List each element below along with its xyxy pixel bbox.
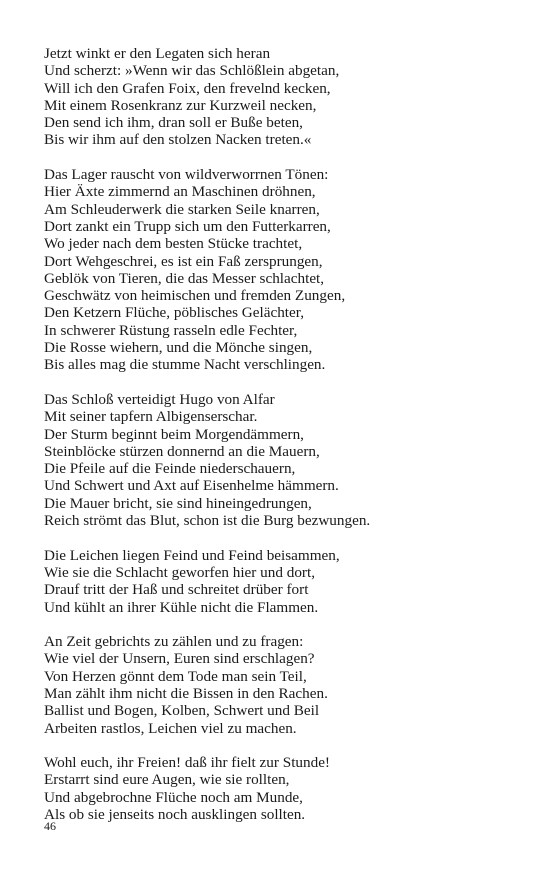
poem-line: Dort Wehgeschrei, es ist ein Faß zersprungen, — [44, 252, 323, 270]
poem-line: Das Lager rauscht von wildverworrnen Tönen: — [44, 166, 329, 184]
poem-line: Wie viel der Unsern, Euren sind erschlagen? — [44, 650, 315, 668]
poem-line: Geblök von Tieren, die das Messer schlachtet, — [44, 269, 325, 287]
stanza — [44, 391, 524, 529]
stanza-gap — [44, 374, 524, 391]
poem-line: Bis alles mag die stumme Nacht verschlingen. — [44, 356, 326, 374]
stanza — [44, 754, 524, 823]
poem-line: Erstarrt sind eure Augen, wie sie rollten, — [44, 771, 290, 789]
poem-line: Die Leichen liegen Feind und Feind beisammen, — [44, 546, 340, 564]
poem-line: Bis wir ihm auf den stolzen Nacken treten.« — [44, 131, 312, 149]
poem-line: In schwerer Rüstung rasseln edle Fechter, — [44, 321, 298, 339]
poem-line: Und Schwert und Axt auf Eisenhelme hämmern. — [44, 477, 339, 495]
stanza-gap — [44, 616, 524, 633]
poem-line: Ballist und Bogen, Kolben, Schwert und Beil — [44, 702, 320, 720]
stanza — [44, 547, 524, 616]
poem-line: Hier Äxte zimmernd an Maschinen dröhnen, — [44, 183, 316, 201]
stanza-gap — [44, 149, 524, 166]
poem-line: Der Sturm beginnt beim Morgendämmern, — [44, 425, 304, 443]
poem-line: Geschwätz von heimischen und fremden Zungen, — [44, 287, 346, 305]
poem-line: Drauf tritt der Haß und schreitet drüber fort — [44, 581, 309, 599]
poem-line: Reich strömt das Blut, schon ist die Burg bezwungen. — [44, 512, 371, 530]
poem-line: Das Schloß verteidigt Hugo von Alfar — [44, 390, 275, 408]
poem-line: Mit einem Rosenkranz zur Kurzweil necken, — [44, 96, 317, 114]
page-number: 46 — [44, 819, 56, 833]
poem-line: Den Ketzern Flüche, pöblisches Gelächter, — [44, 304, 305, 322]
stanza-gap — [44, 737, 524, 754]
poem-line: Die Mauer bricht, sie sind hineingedrungen, — [44, 494, 312, 512]
poem-line: Den send ich ihm, dran soll er Buße beten, — [44, 114, 303, 132]
poem-text — [44, 45, 524, 823]
poem-line: Man zählt ihm nicht die Bissen in den Rachen. — [44, 684, 328, 702]
poem-line: Und abgebrochne Flüche noch am Munde, — [44, 788, 303, 806]
poem-line: Wohl euch, ihr Freien! daß ihr fielt zur Stunde! — [44, 754, 330, 772]
poem-line: Dort zankt ein Trupp sich um den Futterkarren, — [44, 217, 331, 235]
stanza — [44, 166, 524, 374]
poem-line: Als ob sie jenseits noch ausklingen sollten. — [44, 806, 306, 824]
stanza — [44, 45, 524, 149]
poem-line: Wie sie die Schlacht geworfen hier und dort, — [44, 563, 315, 581]
poem-line: Von Herzen gönnt dem Tode man sein Teil, — [44, 667, 307, 685]
stanza-gap — [44, 529, 524, 546]
poem-line: Wo jeder nach dem besten Stücke trachtet, — [44, 235, 303, 253]
poem-line: Und scherzt: »Wenn wir das Schlößlein abgetan, — [44, 62, 340, 80]
poem-line: Die Pfeile auf die Feinde niederschauern, — [44, 460, 296, 478]
poem-line: Steinblöcke stürzen donnernd an die Mauern, — [44, 442, 320, 460]
stanza — [44, 633, 524, 737]
poem-line: Will ich den Grafen Foix, den frevelnd kecken, — [44, 79, 331, 97]
poem-line: An Zeit gebrichts zu zählen und zu fragen: — [44, 633, 304, 651]
poem-line: Die Rosse wiehern, und die Mönche singen, — [44, 339, 313, 357]
poem-line: Und kühlt an ihrer Kühle nicht die Flammen. — [44, 598, 319, 616]
poem-line: Mit seiner tapfern Albigenserschar. — [44, 408, 258, 426]
poem-line: Jetzt winkt er den Legaten sich heran — [44, 45, 271, 62]
poem-line: Am Schleuderwerk die starken Seile knarren, — [44, 200, 320, 218]
poem-line: Arbeiten rastlos, Leichen viel zu machen. — [44, 719, 297, 737]
